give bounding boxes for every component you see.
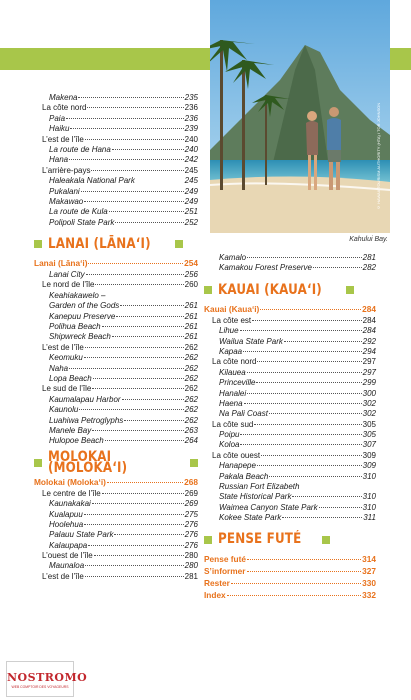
beach-photo <box>210 0 390 233</box>
toc-entry-label: Palauu State Park <box>49 530 114 540</box>
toc-entry-page: 309 <box>362 450 376 460</box>
toc-main-label: Pense futé <box>204 553 246 564</box>
dot-leader <box>92 388 183 389</box>
toc-entry-label: L’arrière-pays <box>42 165 91 175</box>
toc-entry-label: Keomuku <box>49 353 83 363</box>
toc-entry <box>42 416 198 426</box>
toc-entry-label: Hana <box>49 155 69 165</box>
toc-entry-label: Kalaupapa <box>49 540 88 550</box>
header-band <box>0 48 210 70</box>
toc-entry <box>42 301 198 311</box>
toc-entry-page: 264 <box>184 436 198 446</box>
dot-leader <box>247 257 362 258</box>
dot-leader <box>116 316 183 317</box>
toc-entry-label: L’ouest de l’île <box>42 551 93 561</box>
toc-entry-label: Keahiakawelo – <box>49 290 106 300</box>
toc-entry <box>42 187 198 197</box>
toc-entry <box>42 291 198 301</box>
toc-entry-page: 292 <box>362 336 376 346</box>
toc-entry <box>42 155 198 165</box>
toc-main-page: 314 <box>362 553 376 564</box>
nostromo-logo <box>6 661 88 697</box>
toc-main-page: 327 <box>362 565 376 576</box>
toc-main-entry <box>204 304 376 316</box>
dot-leader <box>84 514 184 515</box>
toc-entry-label: La route de Kula <box>49 207 108 217</box>
toc-entry-label: Kanepuu Preserve <box>49 311 116 321</box>
toc-entry <box>212 513 376 523</box>
toc-entry-page: 262 <box>184 342 198 352</box>
toc-entry-page: 280 <box>184 561 198 571</box>
dot-leader <box>70 128 183 129</box>
toc-entry-page: 302 <box>362 409 376 419</box>
toc-entry-page: 269 <box>184 488 198 498</box>
toc-left-column <box>34 93 198 582</box>
dot-leader <box>88 263 183 264</box>
toc-entry-page: 261 <box>184 311 198 321</box>
toc-entry <box>42 166 198 176</box>
square-bullet-icon <box>204 536 212 544</box>
section-title: PENSE FUTÉ <box>218 531 302 548</box>
toc-entry <box>42 436 198 446</box>
toc-main-label: Kauai (Kaua‘i) <box>204 303 260 314</box>
toc-entry-page: 281 <box>362 253 376 262</box>
section-molokai <box>34 449 198 476</box>
toc-entry <box>212 399 376 409</box>
toc-entry <box>212 357 376 367</box>
toc-entry-label: Kaumalapau Harbor <box>49 394 121 404</box>
toc-entry-label: Naha <box>49 363 69 373</box>
toc-entry-label: Haiku <box>49 124 70 134</box>
dot-leader <box>87 107 183 108</box>
toc-entry-label: Polihua Beach <box>49 322 101 332</box>
toc-entry-label: Makawao <box>49 196 84 206</box>
dot-leader <box>94 555 184 556</box>
toc-entry-label: La côte est <box>212 315 252 325</box>
dot-leader <box>93 378 184 379</box>
toc-entry <box>212 263 376 273</box>
toc-entry-page: 262 <box>184 384 198 394</box>
dot-leader <box>114 534 183 535</box>
dot-leader <box>227 595 361 596</box>
toc-entry-page: 282 <box>362 263 376 273</box>
dot-leader <box>92 503 184 504</box>
toc-entry <box>42 489 198 499</box>
toc-entry <box>42 145 198 155</box>
dot-leader <box>86 274 184 275</box>
dot-leader <box>78 97 183 98</box>
toc-entry-label: Manele Bay <box>49 425 92 435</box>
toc-entry-page: 242 <box>184 155 198 165</box>
toc-entry <box>42 510 198 520</box>
toc-entry-page: 280 <box>184 551 198 561</box>
toc-entry-page: 275 <box>184 509 198 519</box>
dot-leader <box>107 482 183 483</box>
dot-leader <box>84 524 183 525</box>
dot-leader <box>95 284 183 285</box>
toc-entry-page: 276 <box>184 530 198 540</box>
toc-entry-label: Shipwreck Beach <box>49 332 111 342</box>
section-pense-fute <box>204 530 376 550</box>
toc-entry <box>42 218 198 228</box>
dot-leader <box>102 326 184 327</box>
toc-main-page: 330 <box>362 577 376 588</box>
toc-entry <box>212 378 376 388</box>
toc-entry-page: 262 <box>184 405 198 415</box>
toc-entry-page: 240 <box>184 134 198 144</box>
dot-leader <box>112 336 184 337</box>
toc-entry-label: Garden of the Gods <box>49 301 120 311</box>
toc-entry <box>212 253 376 263</box>
toc-entry <box>42 561 198 571</box>
toc-entry <box>42 426 198 436</box>
toc-entry-page: 284 <box>362 315 376 325</box>
toc-entry <box>212 482 376 492</box>
toc-entry <box>42 541 198 551</box>
toc-entry <box>42 280 198 290</box>
toc-entry-label: Koloa <box>219 440 240 450</box>
section-lanai <box>34 234 198 254</box>
toc-main-page: 268 <box>184 476 198 487</box>
toc-entry <box>42 114 198 124</box>
square-bullet-icon <box>204 286 212 294</box>
toc-entry-page: 261 <box>184 322 198 332</box>
toc-entry-page: 245 <box>184 165 198 175</box>
dot-leader <box>81 191 184 192</box>
toc-entry-page: 276 <box>184 540 198 550</box>
toc-entry-label: Luahiwa Petroglyphs <box>49 415 124 425</box>
dot-leader <box>124 420 183 421</box>
dot-leader <box>240 434 361 435</box>
toc-entry-label: Na Pali Coast <box>219 409 268 419</box>
toc-entry <box>42 135 198 145</box>
dot-leader <box>247 393 362 394</box>
dot-leader <box>244 403 362 404</box>
toc-entry-page: 284 <box>362 326 376 336</box>
toc-entry <box>42 124 198 134</box>
toc-entry-label: L’est de l’île <box>42 134 84 144</box>
toc-entry <box>42 374 198 384</box>
toc-entry <box>212 420 376 430</box>
toc-entry-page: 311 <box>363 513 376 523</box>
toc-entry-page: 310 <box>362 502 376 512</box>
toc-entry <box>212 492 376 502</box>
toc-entry-label: Poipu <box>219 430 240 440</box>
toc-entry-label: Hulopoe Beach <box>49 436 104 446</box>
toc-entry-label: Maunaloa <box>49 561 85 571</box>
dot-leader <box>261 455 362 456</box>
toc-entry <box>42 207 198 217</box>
dot-leader <box>284 341 362 342</box>
toc-entry <box>42 530 198 540</box>
toc-entry-label: La route de Hana <box>49 144 111 154</box>
dot-leader <box>122 399 184 400</box>
dot-leader <box>247 559 361 560</box>
toc-entry-label: Pukalani <box>49 186 80 196</box>
toc-entry-label: Le centre de l’île <box>42 488 101 498</box>
toc-entry <box>212 389 376 399</box>
toc-entry-label: Kokee State Park <box>219 513 282 523</box>
dot-leader <box>79 409 183 410</box>
toc-entry-label: State Historical Park <box>219 492 292 502</box>
toc-entry-label: Hanalei <box>219 388 247 398</box>
toc-entry-page: 235 <box>184 93 198 102</box>
dot-leader <box>319 507 362 508</box>
dot-leader <box>247 571 362 572</box>
toc-main-label: Rester <box>204 577 230 588</box>
toc-entry-page: 305 <box>362 419 376 429</box>
dot-leader <box>292 496 361 497</box>
toc-entry-page: 297 <box>362 367 376 377</box>
dot-leader <box>69 159 184 160</box>
dot-leader <box>257 361 361 362</box>
toc-right-column <box>204 253 376 602</box>
dot-leader <box>85 576 184 577</box>
toc-entry <box>212 347 376 357</box>
toc-entry-label: Pakala Beach <box>219 471 269 481</box>
dot-leader <box>109 211 184 212</box>
toc-entry <box>42 405 198 415</box>
toc-entry <box>42 572 198 582</box>
toc-entry-label: Russian Fort Elizabeth <box>219 482 300 492</box>
toc-entry-page: 252 <box>184 217 198 227</box>
dot-leader <box>282 517 362 518</box>
dot-leader <box>112 149 184 150</box>
dot-leader <box>260 309 361 310</box>
toc-entry <box>42 499 198 509</box>
toc-entry <box>42 353 198 363</box>
toc-entry <box>212 326 376 336</box>
dot-leader <box>115 222 183 223</box>
toc-entry <box>42 384 198 394</box>
toc-main-page: 284 <box>362 303 376 314</box>
dot-leader <box>252 320 362 321</box>
dot-leader <box>85 565 184 566</box>
toc-entry-label: Lanai City <box>49 270 85 280</box>
toc-entry-label: Lopa Beach <box>49 373 92 383</box>
toc-entry-label: L’est de l’île <box>42 571 84 581</box>
toc-entry <box>42 270 198 280</box>
section-title: LANAI (LĀNA‘I) <box>48 235 151 252</box>
toc-entry <box>42 93 198 103</box>
toc-entry-page: 307 <box>362 440 376 450</box>
photo-credit: © HAWAII TOURISM AUTHORITY (HTA) / TOR JOHNSON <box>376 102 381 210</box>
toc-entry-page: 276 <box>184 519 198 529</box>
toc-entry <box>212 472 376 482</box>
toc-main-label: Molokai (Moloka‘i) <box>34 476 106 487</box>
logo-name: NOSTROMO <box>7 671 88 684</box>
toc-entry-page: 294 <box>362 346 376 356</box>
dot-leader <box>254 424 361 425</box>
dot-leader <box>231 583 361 584</box>
dot-leader <box>247 372 362 373</box>
toc-entry-page: 310 <box>362 471 376 481</box>
toc-entry-page: 262 <box>184 394 198 404</box>
square-bullet-icon <box>34 240 42 248</box>
toc-main-entry <box>204 578 376 590</box>
toc-main-label: S’informer <box>204 565 246 576</box>
toc-entry-label: Kapaa <box>219 346 243 356</box>
dot-leader <box>84 357 184 358</box>
square-bullet-icon <box>190 459 198 467</box>
toc-entry-label: Kamakou Forest Preserve <box>219 263 312 273</box>
toc-entry-page: 262 <box>184 353 198 363</box>
toc-entry-label: Haena <box>219 398 243 408</box>
toc-entry <box>42 395 198 405</box>
toc-entry-page: 239 <box>184 124 198 134</box>
toc-entry-page: 263 <box>184 425 198 435</box>
toc-main-entry <box>204 554 376 566</box>
toc-entry-page: 256 <box>184 270 198 280</box>
toc-entry <box>212 430 376 440</box>
dot-leader <box>69 368 184 369</box>
toc-entry-page: 240 <box>184 144 198 154</box>
toc-entry-page: 251 <box>184 207 198 217</box>
section-kauai <box>204 280 376 300</box>
toc-entry-label: Kaunakakai <box>49 499 91 509</box>
dot-leader <box>85 347 184 348</box>
toc-entry-page: 245 <box>184 176 198 186</box>
dot-leader <box>240 330 362 331</box>
dot-leader <box>102 493 184 494</box>
toc-entry-page: 262 <box>184 373 198 383</box>
toc-entry-page: 297 <box>362 357 376 367</box>
dot-leader <box>105 440 184 441</box>
toc-entry-label: Le sud de l’île <box>42 384 92 394</box>
dot-leader <box>257 465 362 466</box>
toc-main-entry <box>34 477 198 489</box>
toc-main-page: 254 <box>184 258 198 269</box>
toc-entry-page: 302 <box>362 398 376 408</box>
square-bullet-icon <box>322 536 330 544</box>
dot-leader <box>269 413 362 414</box>
toc-entry <box>42 103 198 113</box>
toc-entry-page: 262 <box>184 415 198 425</box>
toc-entry-label: L’est de l’île <box>42 342 84 352</box>
toc-entry <box>42 520 198 530</box>
toc-entry-label: Lihue <box>219 326 239 336</box>
toc-entry-page: 262 <box>184 363 198 373</box>
toc-entry <box>212 409 376 419</box>
toc-entry-label: Wailua State Park <box>219 336 283 346</box>
square-bullet-icon <box>175 240 183 248</box>
toc-entry <box>42 343 198 353</box>
toc-entry <box>212 503 376 513</box>
toc-entry <box>212 451 376 461</box>
dot-leader <box>120 305 183 306</box>
dot-leader <box>84 201 183 202</box>
square-bullet-icon <box>34 459 42 467</box>
toc-entry <box>42 176 198 186</box>
toc-entry <box>42 312 198 322</box>
dot-leader <box>243 351 362 352</box>
toc-entry-page: 300 <box>362 388 376 398</box>
toc-entry-page: 299 <box>362 378 376 388</box>
toc-entry-label: Hanapepe <box>219 461 256 471</box>
toc-main-entry <box>204 590 376 602</box>
toc-entry <box>42 364 198 374</box>
toc-entry-label: Kaunolu <box>49 405 79 415</box>
photo-caption: Kahului Bay. <box>349 236 388 243</box>
toc-entry-label: Princeville <box>219 378 256 388</box>
toc-entry <box>42 332 198 342</box>
toc-main-entry <box>204 566 376 578</box>
section-title: KAUAI (KAUA‘I) <box>218 281 322 298</box>
toc-entry-page: 281 <box>184 571 198 581</box>
dot-leader <box>313 267 362 268</box>
toc-entry-label: Kualapuu <box>49 509 83 519</box>
toc-entry-page: 261 <box>184 332 198 342</box>
toc-entry-page: 261 <box>184 301 198 311</box>
toc-main-label: Lanai (Lāna‘i) <box>34 258 88 269</box>
toc-entry-label: Haleakala National Park <box>49 176 135 186</box>
toc-entry-page: 269 <box>184 499 198 509</box>
toc-entry-label: La côte sud <box>212 419 254 429</box>
toc-entry-label: Waimea Canyon State Park <box>219 502 318 512</box>
dot-leader <box>91 170 183 171</box>
toc-entry-label: Kilauea <box>219 367 246 377</box>
square-bullet-icon <box>346 286 354 294</box>
toc-entry-label: Hoolehua <box>49 519 84 529</box>
dot-leader <box>88 545 183 546</box>
toc-entry-label: Paia <box>49 113 66 123</box>
dot-leader <box>66 118 184 119</box>
toc-entry-label: Makena <box>49 93 78 102</box>
toc-entry-label: Kamalo <box>219 253 247 262</box>
toc-entry <box>212 368 376 378</box>
dot-leader <box>85 139 184 140</box>
dot-leader <box>256 382 361 383</box>
toc-main-label: Index <box>204 589 226 600</box>
dot-leader <box>240 444 361 445</box>
logo-tagline: WEB COMPTOIR DES VOYAGEURS <box>11 685 69 689</box>
toc-entry-page: 236 <box>184 113 198 123</box>
toc-entry <box>212 337 376 347</box>
dot-leader <box>269 476 361 477</box>
section-title: MOLOKAI (MOLOKA‘I) <box>48 449 128 476</box>
toc-entry <box>42 197 198 207</box>
toc-entry-page: 305 <box>362 430 376 440</box>
toc-entry-label: La côte nord <box>42 103 87 113</box>
dot-leader <box>92 430 183 431</box>
toc-entry-label: La côte nord <box>212 357 257 367</box>
toc-entry-page: 249 <box>184 196 198 206</box>
toc-entry-page: 309 <box>362 461 376 471</box>
toc-entry-page: 260 <box>184 280 198 290</box>
toc-entry-page: 249 <box>184 186 198 196</box>
toc-entry-label: Le nord de l’île <box>42 280 95 290</box>
toc-entry <box>42 551 198 561</box>
toc-entry <box>212 316 376 326</box>
toc-entry <box>42 322 198 332</box>
toc-entry <box>212 461 376 471</box>
toc-entry-label: La côte ouest <box>212 450 261 460</box>
toc-main-entry <box>34 258 198 270</box>
photo-kahului-bay <box>210 0 390 233</box>
toc-entry-label: Polipoli State Park <box>49 217 115 227</box>
toc-entry <box>212 440 376 450</box>
toc-entry-page: 310 <box>362 492 376 502</box>
toc-entry-page: 236 <box>184 103 198 113</box>
toc-main-page: 332 <box>362 589 376 600</box>
header-band-right <box>389 48 411 70</box>
